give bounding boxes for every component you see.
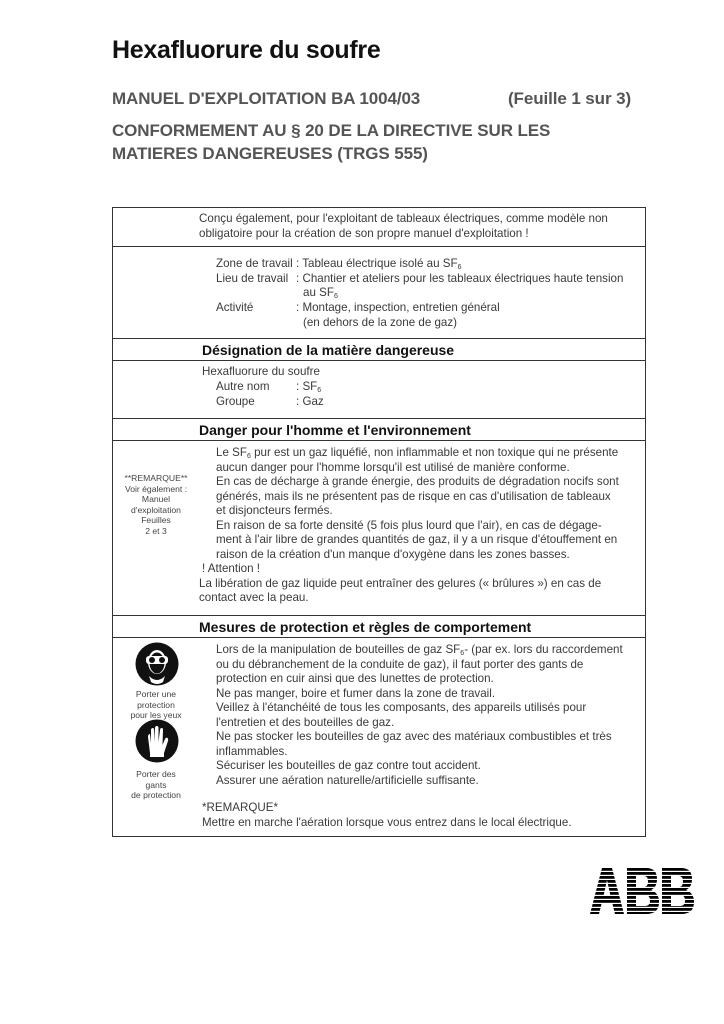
goggles-icon bbox=[135, 642, 179, 686]
gloves-caption: Porter des gants de protection bbox=[131, 769, 181, 800]
other-name-value: : $SF_6$ bbox=[296, 380, 322, 394]
danger-text: aucun danger pour l'homme lorsqu'il est utilisé de manière conforme. bbox=[216, 461, 570, 474]
sheet-indicator: (Feuille 1 sur 3) bbox=[508, 89, 632, 108]
work-place-value: : Chantier et ateliers pour les tableaux électriques haute tension bbox=[296, 272, 624, 285]
danger-section bbox=[113, 441, 645, 616]
work-zone-label: Zone de travail bbox=[216, 257, 293, 270]
protection-text: Ne pas manger, boire et fumer dans la zone de travail. bbox=[216, 687, 496, 700]
gloves-icon bbox=[135, 719, 179, 763]
danger-text: La libération de gaz liquide peut entraîner des gelures (« brûlures ») en cas de bbox=[199, 577, 602, 590]
work-activity-label: Activité bbox=[216, 301, 254, 314]
work-zone-value: : Tableau électrique isolé au $SF_6$ bbox=[296, 257, 462, 271]
directive-line-1: CONFORMEMENT AU § 20 DE LA DIRECTIVE SUR LES bbox=[112, 121, 551, 140]
danger-text: générés, mais ils ne présentent pas de risque en cas d'utilisation de tableaux bbox=[216, 490, 611, 503]
group-label: Groupe bbox=[216, 395, 255, 408]
directive-heading bbox=[112, 119, 642, 165]
work-activity-value: : Montage, inspection, entretien général bbox=[296, 301, 500, 314]
protection-text: l'entretien et des bouteilles de gaz. bbox=[216, 716, 395, 729]
danger-text: raison de la création d'un manque d'oxygène dans les zones basses. bbox=[216, 548, 570, 561]
danger-side-note: **REMARQUE** Voir également : Manuel d'exploitation Feuilles 2 et 3 bbox=[124, 473, 188, 536]
group-value: : Gaz bbox=[296, 395, 324, 408]
page-title: Hexafluorure du soufre bbox=[112, 36, 381, 64]
danger-text: En raison de sa forte densité (5 fois plus lourd que l'air), en cas de dégage- bbox=[216, 519, 602, 532]
manual-number bbox=[112, 89, 652, 109]
danger-text: En cas de décharge à grande énergie, des produits de dégradation nocifs sont bbox=[216, 475, 619, 488]
danger-text: et disjoncteurs fermés. bbox=[216, 504, 333, 517]
work-place-label: Lieu de travail bbox=[216, 272, 289, 285]
protection-text: protection en cuir ainsi que des lunettes de protection. bbox=[216, 672, 494, 685]
designation-heading: Désignation de la matière dangereuse bbox=[113, 339, 645, 361]
work-activity-value-cont: (en dehors de la zone de gaz) bbox=[303, 316, 458, 329]
danger-text: contact avec la peau. bbox=[199, 591, 309, 604]
goggles-caption: Porter une protection pour les yeux bbox=[130, 689, 182, 720]
manual-label: MANUEL D'EXPLOITATION BA 1004/03 bbox=[112, 89, 421, 108]
abb-logo-icon bbox=[590, 868, 696, 914]
remark-label: *REMARQUE* bbox=[202, 801, 279, 814]
work-section bbox=[113, 247, 645, 339]
remark-text: Mettre en marche l'aération lorsque vous entrez dans le local électrique. bbox=[202, 816, 572, 829]
designation-section bbox=[113, 361, 645, 419]
work-place-value-cont: au $SF_6$ bbox=[303, 286, 338, 300]
datasheet-box bbox=[112, 207, 646, 837]
danger-text: Le $SF_6$ pur est un gaz liquéfié, non inflammable et non toxique qui ne présente bbox=[216, 446, 619, 460]
intro-line: obligatoire pour la création de son propre manuel d'exploitation ! bbox=[199, 227, 529, 240]
danger-text: ment à l'air libre de grandes quantités de gaz, il y a un risque d'étouffement en bbox=[216, 533, 618, 546]
other-name-label: Autre nom bbox=[216, 380, 270, 393]
protection-text: Lors de la manipulation de bouteilles de gaz $SF_6-$ (par ex. lors du raccordement bbox=[216, 643, 623, 657]
protection-text: ou du débranchement de la conduite de gaz), il faut porter des gants de bbox=[216, 658, 584, 671]
intro-line: Conçu également, pour l'exploitant de tableaux électriques, comme modèle non bbox=[199, 212, 608, 225]
intro-section bbox=[113, 208, 645, 247]
substance-name: Hexafluorure du soufre bbox=[202, 365, 320, 378]
attention-note: ! Attention ! bbox=[202, 562, 261, 575]
protection-text: Ne pas stocker les bouteilles de gaz avec des matériaux combustibles et très bbox=[216, 730, 612, 743]
protection-text: Veillez à l'étanchéité de tous les composants, des appareils utilisés pour bbox=[216, 701, 587, 714]
directive-line-2: MATIERES DANGEREUSES (TRGS 555) bbox=[112, 144, 428, 163]
protection-heading: Mesures de protection et règles de comportement bbox=[113, 616, 645, 638]
protection-text: Assurer une aération naturelle/artificielle suffisante. bbox=[216, 774, 479, 787]
danger-heading: Danger pour l'homme et l'environnement bbox=[113, 419, 645, 441]
protection-text: Sécuriser les bouteilles de gaz contre tout accident. bbox=[216, 759, 481, 772]
protection-section bbox=[113, 638, 645, 836]
protection-text: inflammables. bbox=[216, 745, 288, 758]
